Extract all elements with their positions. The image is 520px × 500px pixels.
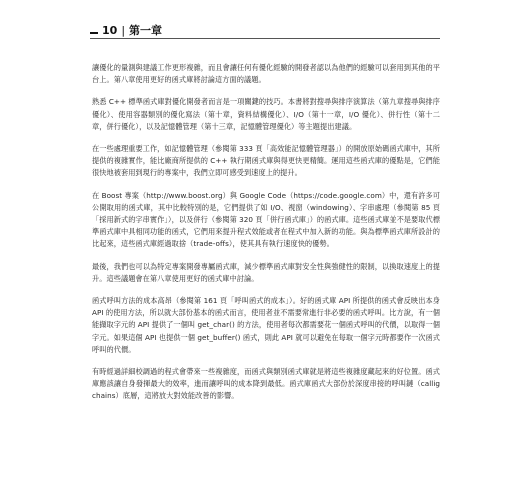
header-separator: | bbox=[121, 23, 126, 37]
paragraph: 最後，我們也可以為特定專案開發專屬函式庫，減少標準函式庫對安全性與強健性的限制，以換取速度上的提升。這些議題會在第八章使用更好的函式庫中討論。 bbox=[92, 261, 440, 283]
header-rule bbox=[90, 38, 440, 39]
paragraph: 在一些處理重要工作，如記憶體管理（參閱第 333 頁「高效能記憶體管理器」）的開放原始碼函式庫中，其所提供的複雜實作，能比廠商所提供的 C++ 執行期函式庫與得更快更精簡。運用這些函式庫的優點是，它們能很快地被套用到現行的專案中，我們立即可感受到速度上的提升。 bbox=[92, 144, 440, 178]
page-header bbox=[90, 22, 162, 38]
paragraph: 熟悉 C++ 標準函式庫對優化開發者而言是一項關鍵的技巧。本書將對搜尋與排序演算法（第九章搜尋與排序優化）、使用容器類別的優化寫法（第十章，資料結構優化）、I/O（第十一章，I/O 優化）、併行性（第十二章，併行優化），以及記憶體管理（第十三章，記憶體管理優化）等主題提出建議。 bbox=[92, 97, 440, 131]
page-number: 10 bbox=[102, 23, 118, 37]
body-text bbox=[92, 62, 440, 413]
paragraph: 在 Boost 專案（http://www.boost.org）與 Google Code（https://code.google.com）中，還有許多可公開取用的函式庫，其中比較特別的是，它們提供了如 I/O、視窗（windowing）、字串處理（參閱第 85 頁「採用新式的字串實作」），以及併行（參閱第 320 頁「併行函式庫」）的函式庫。這些函式庫並不是要取代標準函式庫中具相同功能的函式，它們用來提升程式效能或者在程式中加入新的功能。與為標準函式庫所設計的比起來，這些函式庫經過取捨（trade-offs），使其具有執行速度快的優勢。 bbox=[92, 190, 440, 249]
chapter-title: 第一章 bbox=[129, 24, 163, 37]
paragraph: 有時經過詳細校調過的程式會帶來一些複雜度，而函式與類別函式庫就是將這些複雜度藏起來的好位置。函式庫應該讓自身發揮最大的效率，進而讓呼叫的成本降到最低。函式庫函式大部份於深度串接的呼叫鏈（callig chains）底層，這將放大對效能改善的影響。 bbox=[92, 367, 440, 401]
header-marker bbox=[90, 32, 98, 34]
paragraph: 函式呼叫方法的成本高昂（參閱第 161 頁「呼叫函式的成本」）。好的函式庫 API 所提供的函式會反映出本身 API 的使用方法，所以就大部份基本的函式而言，使用者並不需要常進行非必要的函式呼叫。比方說，有一個能擷取字元的 API 提供了一個叫 get_char() 的方法，使用者每次都需要花一個函式呼叫的代價，以取得一個字元。如果這個 API 也提供一個 get_buffer() 函式，則此 API 就可以避免在每取一個字元時都要作一次函式呼叫的代價。 bbox=[92, 296, 441, 354]
paragraph: 讓優化的量測與建議工作更形複雜，而且會讓任何有優化經驗的開發者認以為他們的經驗可以套用到其他的平台上。第八章使用更好的函式庫將討論這方面的議題。 bbox=[92, 63, 440, 85]
